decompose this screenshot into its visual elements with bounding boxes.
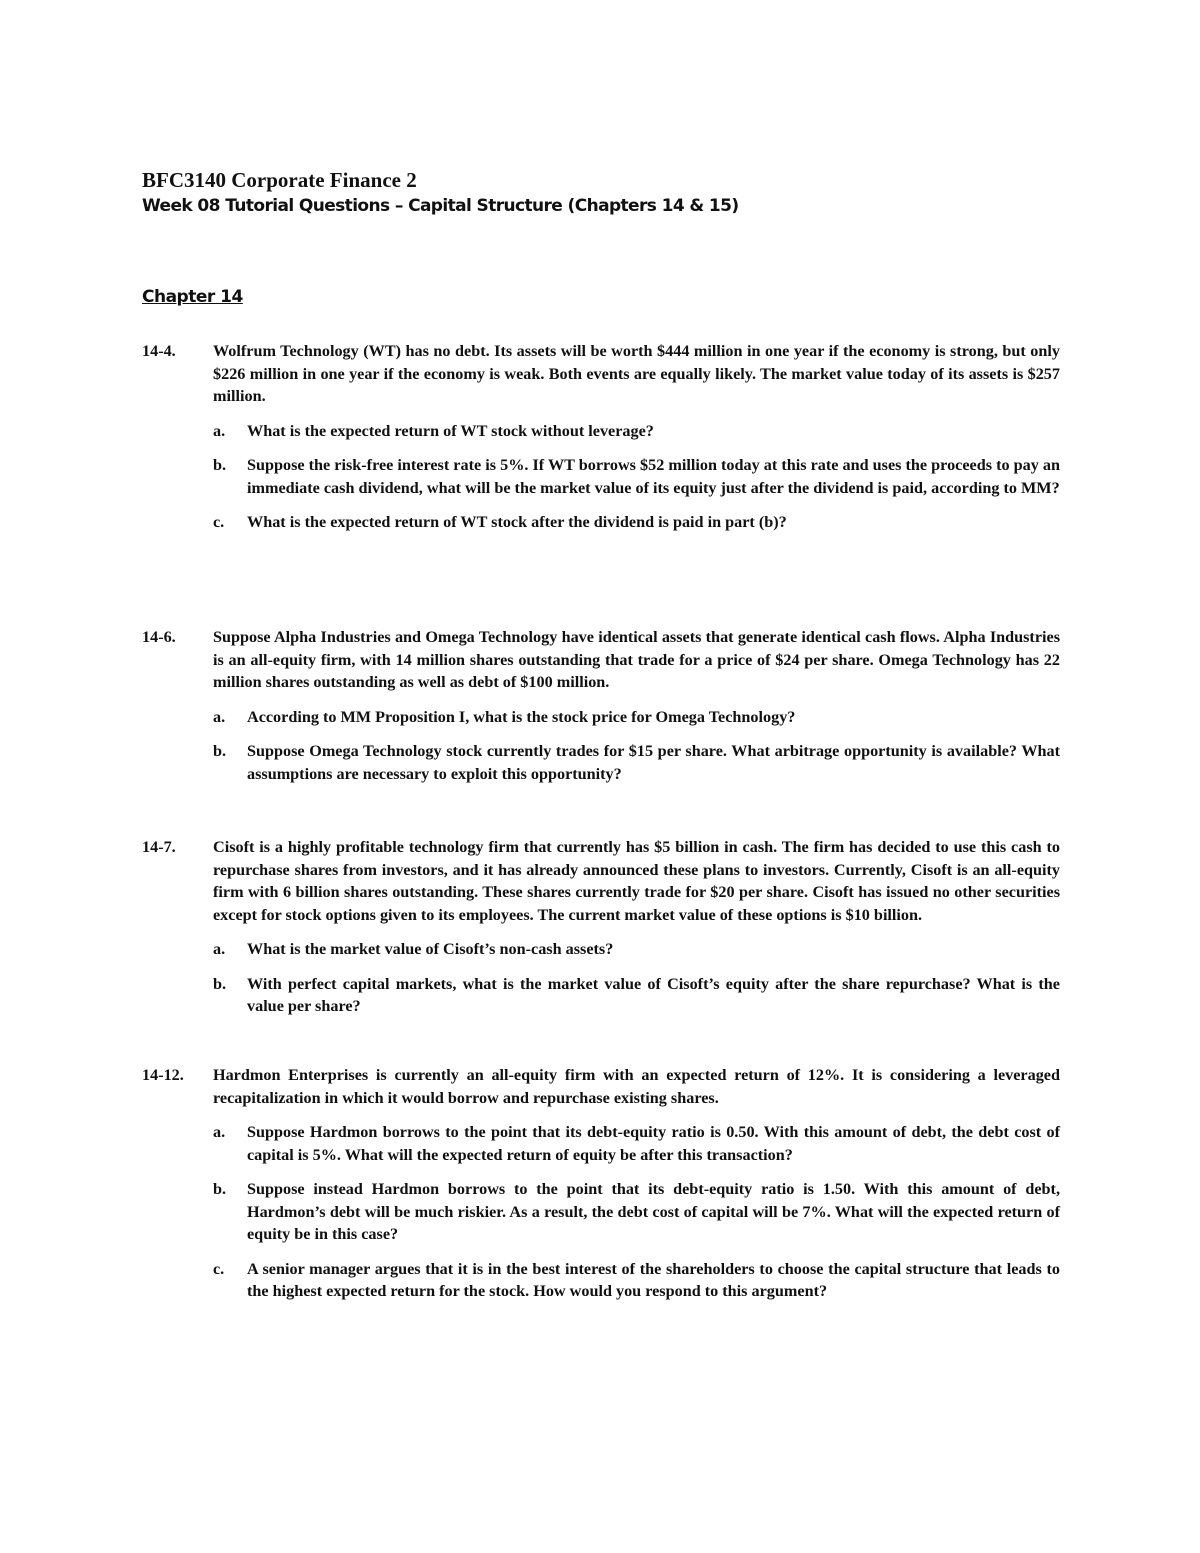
question-14-6 <box>142 626 1060 785</box>
question-14-12 <box>142 1064 1060 1303</box>
part-text: What is the expected return of WT stock after the dividend is paid in part (b)? <box>247 513 787 531</box>
question-part-a <box>213 938 1060 961</box>
question-text: Cisoft is a highly profitable technology firm that currently has $5 billion in cash. The firm has decided to use this cash to repurchase shares from investors, and it has already announced these plans to investors. Currently, Cisoft is an all-equity firm with 6 billion shares outstanding. These shares currently trade for $20 per share. Cisoft has issued no other securities except for stock options given to its employees. The current market value of these options is $10 billion. <box>213 838 1060 924</box>
part-text: With perfect capital markets, what is the market value of Cisoft’s equity after the share repurchase? What is the value per share? <box>247 974 1060 1015</box>
chapter-heading: Chapter 14 <box>142 287 243 307</box>
question-number: 14-4. <box>142 342 176 360</box>
part-letter: b. <box>213 456 227 474</box>
part-letter: a. <box>213 421 226 440</box>
question-text: Hardmon Enterprises is currently an all-equity firm with an expected return of 12%. It is considering a leveraged recapitalization in which it would borrow and repurchase existing shares. <box>213 1066 1060 1107</box>
part-letter: c. <box>213 513 225 531</box>
question-number: 14-7. <box>142 838 176 856</box>
part-letter: a. <box>213 707 226 726</box>
part-text: Suppose instead Hardmon borrows to the point that its debt-equity ratio is 1.50. With this amount of debt, Hardmon’s debt will be much riskier. As a result, the debt cost of capital will be 7%. What will the expected return of equity be in this case? <box>247 1180 1060 1243</box>
question-part-b <box>213 740 1060 785</box>
part-letter: b. <box>213 742 227 760</box>
part-text: What is the expected return of WT stock without leverage? <box>247 421 654 440</box>
question-part-b <box>213 973 1060 1018</box>
question-number: 14-6. <box>142 628 176 646</box>
part-letter: c. <box>213 1259 225 1278</box>
question-part-c <box>213 1258 1060 1303</box>
part-letter: b. <box>213 1180 227 1198</box>
question-number: 14-12. <box>142 1066 184 1084</box>
question-14-7 <box>142 836 1060 1018</box>
part-text: Suppose Hardmon borrows to the point that its debt-equity ratio is 0.50. With this amount of debt, the debt cost of capital is 5%. What will the expected return of equity be after this transaction? <box>247 1123 1060 1164</box>
part-letter: a. <box>213 1123 226 1141</box>
question-text: Wolfrum Technology (WT) has no debt. Its assets will be worth $444 million in one year if the economy is strong, but only $226 million in one year if the economy is weak. Both events are equally likely. The market value today of its assets is $257 million. <box>213 342 1060 405</box>
question-part-c <box>213 511 1060 534</box>
question-part-a <box>213 706 1060 729</box>
question-part-a <box>213 1121 1060 1166</box>
part-text: Suppose Omega Technology stock currently trades for $15 per share. What arbitrage opportunity is available? What assumptions are necessary to exploit this opportunity? <box>247 742 1060 783</box>
question-part-b <box>213 1178 1060 1246</box>
part-text: According to MM Proposition I, what is the stock price for Omega Technology? <box>247 707 796 726</box>
question-text: Suppose Alpha Industries and Omega Technology have identical assets that generate identical cash flows. Alpha Industries is an all-equity firm, with 14 million shares outstanding that trade for a price of $24 per share. Omega Technology has 22 million shares outstanding as well as debt of $100 million. <box>213 628 1060 691</box>
part-letter: b. <box>213 974 227 993</box>
course-title: BFC3140 Corporate Finance 2 <box>142 168 417 192</box>
part-text: A senior manager argues that it is in the best interest of the shareholders to choose the capital structure that leads to the highest expected return for the stock. How would you respond to this argument? <box>247 1259 1060 1300</box>
part-letter: a. <box>213 940 226 958</box>
part-text: What is the market value of Cisoft’s non-cash assets? <box>247 940 614 958</box>
question-part-b <box>213 454 1060 499</box>
tutorial-subtitle: Week 08 Tutorial Questions – Capital Structure (Chapters 14 & 15) <box>142 196 739 216</box>
question-part-a <box>213 420 1060 443</box>
part-text: Suppose the risk-free interest rate is 5%. If WT borrows $52 million today at this rate and uses the proceeds to pay an immediate cash dividend, what will be the market value of its equity just after the dividend is paid, according to MM? <box>247 456 1060 497</box>
question-14-4 <box>142 340 1060 534</box>
